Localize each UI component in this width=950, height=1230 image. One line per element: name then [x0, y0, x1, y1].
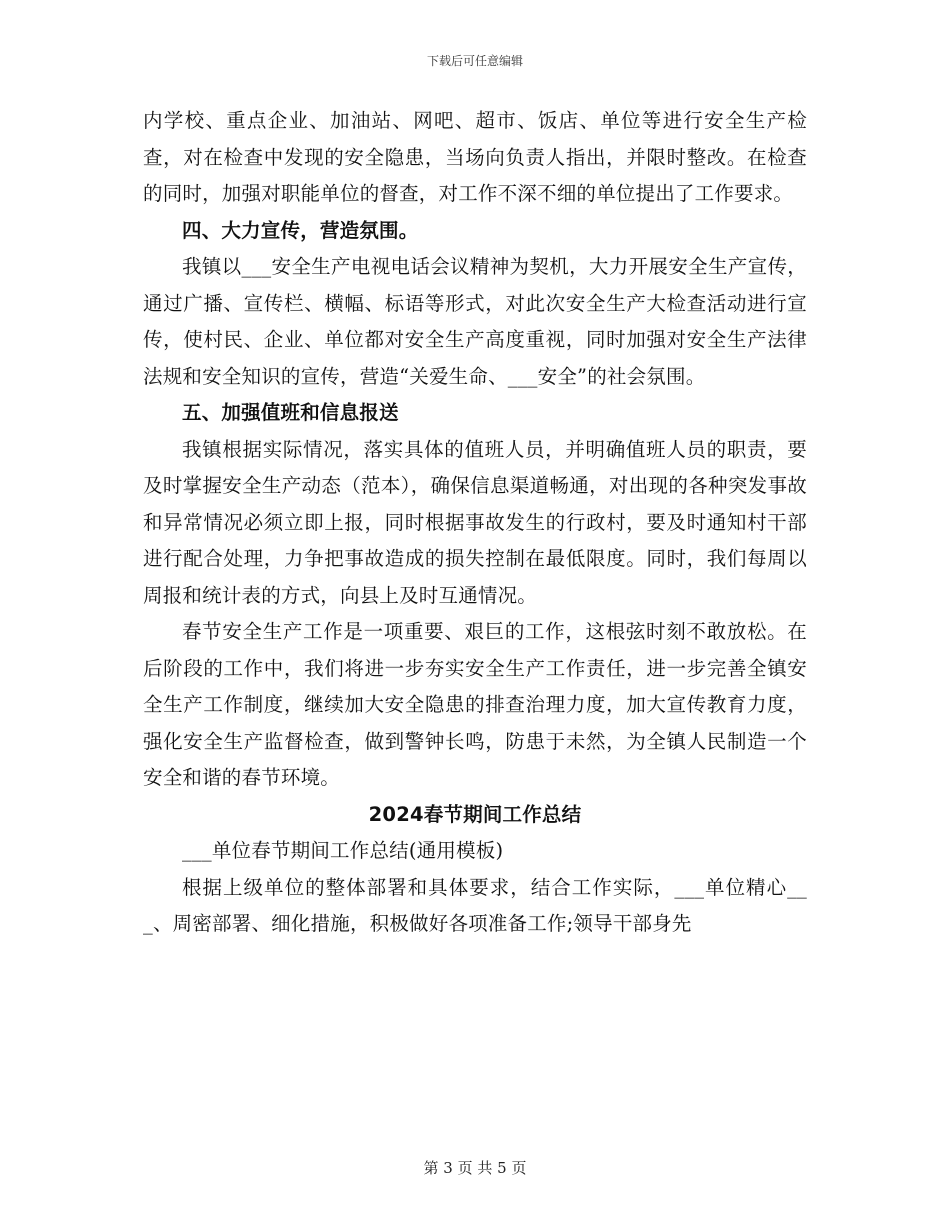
section-heading-five: 五、加强值班和信息报送 — [182, 401, 399, 424]
paragraph-intro: 根据上级单位的整体部署和具体要求，结合工作实际，___单位精心___、周密部署、细化措施，积极做好各项准备工作;领导干部身先 — [143, 875, 807, 935]
paragraph-conclusion: 春节安全生产工作是一项重要、艰巨的工作，这根弦时刻不敢放松。在后阶段的工作中，我们将进一步夯实安全生产工作责任，进一步完善全镇安全生产工作制度，继续加大安全隐患的排查治理力度，加大宣传教育力度，强化安全生产监督检查，做到警钟长鸣，防患于未然，为全镇人民制造一个安全和谐的春节环境。 — [143, 620, 807, 789]
document-body — [143, 103, 807, 943]
section-heading-four: 四、大力宣传，营造氛围。 — [182, 218, 419, 242]
paragraph-subtitle: ___单位春节期间工作总结(通用模板) — [182, 839, 504, 862]
paragraph-publicity: 我镇以___安全生产电视电话会议精神为契机，大力开展安全生产宣传，通过广播、宣传栏、横幅、标语等形式，对此次安全生产大检查活动进行宣传，使村民、企业、单位都对安全生产高度重视，同时加强对安全生产法律法规和安全知识的宣传，营造“关爱生命、___安全”的社会氛围。 — [143, 255, 807, 388]
paragraph-duty-reporting: 我镇根据实际情况，落实具体的值班人员，并明确值班人员的职责，要及时掌握安全生产动态（范本），确保信息渠道畅通，对出现的各种突发事故和异常情况必须立即上报，同时根据事故发生的行政村，要及时通知村干部进行配合处理，力争把事故造成的损失控制在最低限度。同时，我们每周以周报和统计表的方式，向县上及时互通情况。 — [143, 437, 807, 607]
page-footer: 第 3 页 共 5 页 — [423, 1159, 527, 1177]
document-title: 2024春节期间工作总结 — [368, 802, 582, 826]
paragraph-inspection: 内学校、重点企业、加油站、网吧、超市、饭店、单位等进行安全生产检查，对在检查中发现的安全隐患，当场向负责人指出，并限时整改。在检查的同时，加强对职能单位的督查，对工作不深不细的单位提出了工作要求。 — [143, 109, 807, 205]
page-header: 下载后可任意编辑 — [426, 54, 523, 68]
